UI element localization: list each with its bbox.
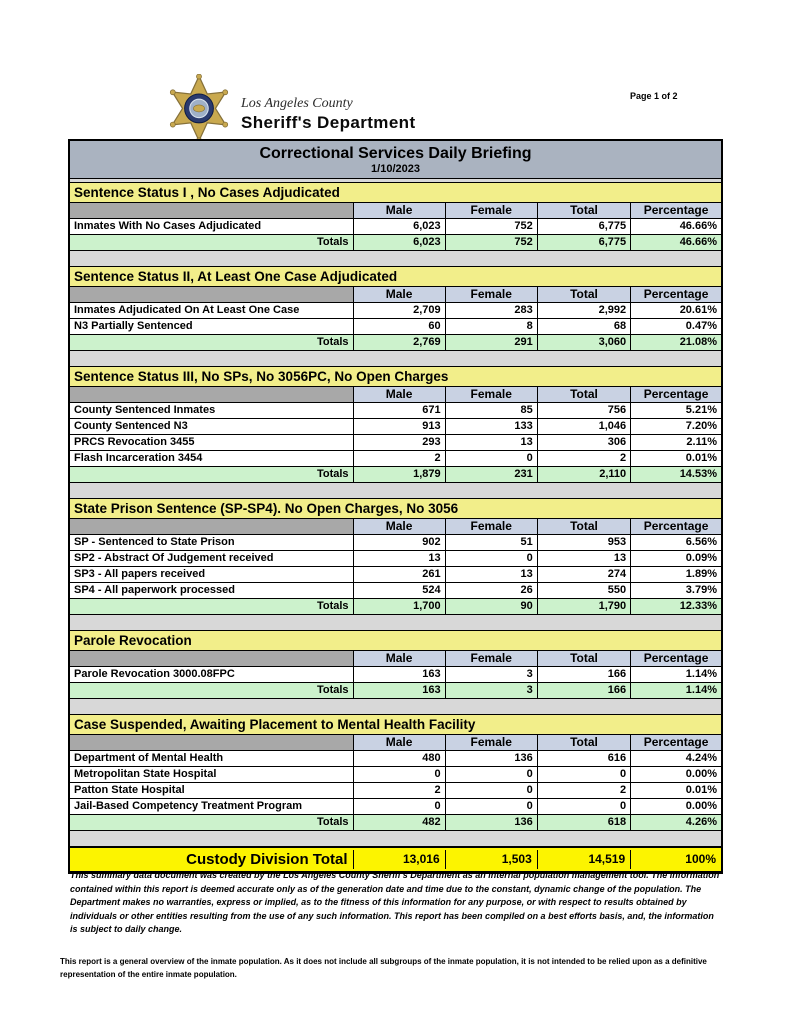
cell-percentage: 0.01% xyxy=(630,783,721,798)
grand-total-label: Custody Division Total xyxy=(70,848,353,871)
totals-row xyxy=(70,815,721,831)
column-header-female: Female xyxy=(445,519,537,534)
cell-male: 913 xyxy=(353,419,445,434)
row-label: PRCS Revocation 3455 xyxy=(74,436,195,448)
row-label: Metropolitan State Hospital xyxy=(74,768,217,780)
column-header-total: Total xyxy=(537,519,630,534)
totals-percentage: 46.66% xyxy=(630,235,721,250)
sheriff-star-badge-icon xyxy=(166,74,232,148)
table-row xyxy=(70,767,721,783)
cell-total: 2,992 xyxy=(537,303,630,318)
column-header-total: Total xyxy=(537,651,630,666)
cell-percentage: 1.89% xyxy=(630,567,721,582)
cell-female: 8 xyxy=(445,319,537,334)
column-header-total: Total xyxy=(537,287,630,302)
row-label: County Sentenced Inmates xyxy=(74,404,216,416)
totals-male: 1,879 xyxy=(353,467,445,482)
cell-male: 902 xyxy=(353,535,445,550)
cell-total: 756 xyxy=(537,403,630,418)
column-header-total: Total xyxy=(537,203,630,218)
column-header-spacer xyxy=(70,735,353,750)
totals-male: 163 xyxy=(353,683,445,698)
cell-percentage: 3.79% xyxy=(630,583,721,598)
report-date: 1/10/2023 xyxy=(371,163,420,175)
cell-female: 3 xyxy=(445,667,537,682)
totals-total: 1,790 xyxy=(537,599,630,614)
agency-name-block xyxy=(241,90,416,133)
totals-label: Totals xyxy=(70,599,353,614)
column-header-male: Male xyxy=(353,735,445,750)
cell-male: 0 xyxy=(353,799,445,814)
cell-total: 2 xyxy=(537,783,630,798)
cell-percentage: 4.24% xyxy=(630,751,721,766)
cell-total: 0 xyxy=(537,799,630,814)
table-row xyxy=(70,435,721,451)
cell-percentage: 46.66% xyxy=(630,219,721,234)
totals-percentage: 14.53% xyxy=(630,467,721,482)
table-row xyxy=(70,403,721,419)
column-header-male: Male xyxy=(353,519,445,534)
cell-female: 133 xyxy=(445,419,537,434)
column-header-row xyxy=(70,735,721,751)
cell-percentage: 0.09% xyxy=(630,551,721,566)
section-title: Case Suspended, Awaiting Placement to Mental Health Facility xyxy=(70,714,721,735)
totals-percentage: 21.08% xyxy=(630,335,721,350)
row-label: Parole Revocation 3000.08FPC xyxy=(74,668,235,680)
agency-county-label: Los Angeles County xyxy=(241,95,353,111)
cell-female: 752 xyxy=(445,219,537,234)
cell-male: 293 xyxy=(353,435,445,450)
totals-female: 752 xyxy=(445,235,537,250)
totals-total: 2,110 xyxy=(537,467,630,482)
cell-total: 68 xyxy=(537,319,630,334)
row-label: Patton State Hospital xyxy=(74,784,185,796)
totals-total: 3,060 xyxy=(537,335,630,350)
cell-total: 306 xyxy=(537,435,630,450)
section-gap xyxy=(70,831,721,846)
totals-male: 1,700 xyxy=(353,599,445,614)
table-row xyxy=(70,319,721,335)
column-header-female: Female xyxy=(445,735,537,750)
table-row xyxy=(70,451,721,467)
report-title-bar xyxy=(70,141,721,179)
cell-female: 0 xyxy=(445,783,537,798)
daily-briefing-report xyxy=(68,139,723,874)
column-header-spacer xyxy=(70,287,353,302)
cell-female: 0 xyxy=(445,799,537,814)
column-header-male: Male xyxy=(353,287,445,302)
section-case-suspended-mental-health xyxy=(70,714,721,831)
section-title: Sentence Status II, At Least One Case Adjudicated xyxy=(70,266,721,287)
row-label: SP2 - Abstract Of Judgement received xyxy=(74,552,274,564)
cell-male: 671 xyxy=(353,403,445,418)
totals-percentage: 12.33% xyxy=(630,599,721,614)
cell-percentage: 6.56% xyxy=(630,535,721,550)
table-row xyxy=(70,535,721,551)
column-header-row xyxy=(70,519,721,535)
totals-percentage: 4.26% xyxy=(630,815,721,830)
totals-female: 231 xyxy=(445,467,537,482)
cell-total: 2 xyxy=(537,451,630,466)
totals-male: 482 xyxy=(353,815,445,830)
grand-total-female: 1,503 xyxy=(445,850,537,869)
totals-female: 3 xyxy=(445,683,537,698)
column-header-female: Female xyxy=(445,651,537,666)
cell-female: 26 xyxy=(445,583,537,598)
cell-female: 136 xyxy=(445,751,537,766)
row-label: SP3 - All papers received xyxy=(74,568,206,580)
column-header-percentage: Percentage xyxy=(630,287,721,302)
cell-female: 0 xyxy=(445,451,537,466)
cell-male: 163 xyxy=(353,667,445,682)
totals-label: Totals xyxy=(70,335,353,350)
cell-percentage: 1.14% xyxy=(630,667,721,682)
cell-male: 2 xyxy=(353,451,445,466)
row-label: Inmates Adjudicated On At Least One Case xyxy=(74,304,300,316)
section-gap xyxy=(70,251,721,266)
cell-percentage: 20.61% xyxy=(630,303,721,318)
totals-row xyxy=(70,235,721,251)
cell-percentage: 0.00% xyxy=(630,767,721,782)
totals-male: 6,023 xyxy=(353,235,445,250)
cell-total: 1,046 xyxy=(537,419,630,434)
column-header-spacer xyxy=(70,651,353,666)
cell-male: 2 xyxy=(353,783,445,798)
column-header-male: Male xyxy=(353,651,445,666)
column-header-spacer xyxy=(70,519,353,534)
cell-total: 274 xyxy=(537,567,630,582)
agency-letterhead xyxy=(166,74,416,148)
table-row xyxy=(70,583,721,599)
column-header-female: Female xyxy=(445,203,537,218)
section-title: Parole Revocation xyxy=(70,630,721,651)
cell-female: 51 xyxy=(445,535,537,550)
table-row xyxy=(70,799,721,815)
cell-male: 524 xyxy=(353,583,445,598)
totals-label: Totals xyxy=(70,815,353,830)
column-header-percentage: Percentage xyxy=(630,203,721,218)
row-label: Flash Incarceration 3454 xyxy=(74,452,203,464)
page-number-label: Page 1 of 2 xyxy=(630,91,678,101)
row-label: SP4 - All paperwork processed xyxy=(74,584,235,596)
cell-total: 6,775 xyxy=(537,219,630,234)
cell-percentage: 0.00% xyxy=(630,799,721,814)
table-row xyxy=(70,667,721,683)
grand-total-percentage: 100% xyxy=(630,850,721,869)
cell-total: 166 xyxy=(537,667,630,682)
cell-female: 0 xyxy=(445,551,537,566)
cell-total: 953 xyxy=(537,535,630,550)
row-label: County Sentenced N3 xyxy=(74,420,188,432)
column-header-male: Male xyxy=(353,203,445,218)
table-row xyxy=(70,751,721,767)
table-row xyxy=(70,783,721,799)
column-header-percentage: Percentage xyxy=(630,735,721,750)
totals-female: 291 xyxy=(445,335,537,350)
table-row xyxy=(70,419,721,435)
cell-female: 85 xyxy=(445,403,537,418)
section-sentence-status-3 xyxy=(70,366,721,483)
row-label: Jail-Based Competency Treatment Program xyxy=(74,800,303,812)
totals-label: Totals xyxy=(70,683,353,698)
cell-total: 616 xyxy=(537,751,630,766)
row-label: SP - Sentenced to State Prison xyxy=(74,536,235,548)
cell-female: 13 xyxy=(445,567,537,582)
section-sentence-status-2 xyxy=(70,266,721,351)
column-header-total: Total xyxy=(537,735,630,750)
cell-male: 60 xyxy=(353,319,445,334)
cell-male: 261 xyxy=(353,567,445,582)
cell-male: 480 xyxy=(353,751,445,766)
totals-label: Totals xyxy=(70,235,353,250)
totals-total: 166 xyxy=(537,683,630,698)
cell-male: 13 xyxy=(353,551,445,566)
section-gap xyxy=(70,483,721,498)
cell-total: 0 xyxy=(537,767,630,782)
row-label: N3 Partially Sentenced xyxy=(74,320,193,332)
column-header-percentage: Percentage xyxy=(630,387,721,402)
totals-label: Totals xyxy=(70,467,353,482)
table-row xyxy=(70,219,721,235)
totals-total: 6,775 xyxy=(537,235,630,250)
column-header-female: Female xyxy=(445,287,537,302)
totals-row xyxy=(70,335,721,351)
column-header-percentage: Percentage xyxy=(630,651,721,666)
totals-row xyxy=(70,599,721,615)
cell-total: 550 xyxy=(537,583,630,598)
row-label: Inmates With No Cases Adjudicated xyxy=(74,220,262,232)
section-title: State Prison Sentence (SP-SP4). No Open Charges, No 3056 xyxy=(70,498,721,519)
column-header-male: Male xyxy=(353,387,445,402)
column-header-total: Total xyxy=(537,387,630,402)
section-title: Sentence Status III, No SPs, No 3056PC, No Open Charges xyxy=(70,366,721,387)
grand-total-total: 14,519 xyxy=(537,850,630,869)
totals-row xyxy=(70,683,721,699)
column-header-female: Female xyxy=(445,387,537,402)
disclaimer-paragraph-2: This report is a general overview of the inmate population. As it does not include all subgroups of the inmate population, it is not intended to be relied upon as a definitive representation of the entire inmate population. xyxy=(60,957,707,979)
column-header-row xyxy=(70,287,721,303)
section-parole-revocation xyxy=(70,630,721,699)
cell-male: 2,709 xyxy=(353,303,445,318)
cell-percentage: 5.21% xyxy=(630,403,721,418)
column-header-row xyxy=(70,387,721,403)
section-gap xyxy=(70,615,721,630)
cell-total: 13 xyxy=(537,551,630,566)
section-gap xyxy=(70,699,721,714)
cell-female: 0 xyxy=(445,767,537,782)
cell-male: 6,023 xyxy=(353,219,445,234)
cell-female: 283 xyxy=(445,303,537,318)
cell-female: 13 xyxy=(445,435,537,450)
section-title: Sentence Status I , No Cases Adjudicated xyxy=(70,182,721,203)
report-title: Correctional Services Daily Briefing xyxy=(259,145,532,162)
cell-percentage: 7.20% xyxy=(630,419,721,434)
section-sentence-status-1 xyxy=(70,182,721,251)
cell-percentage: 2.11% xyxy=(630,435,721,450)
column-header-spacer xyxy=(70,203,353,218)
totals-total: 618 xyxy=(537,815,630,830)
section-state-prison-sentence xyxy=(70,498,721,615)
totals-female: 90 xyxy=(445,599,537,614)
table-row xyxy=(70,303,721,319)
totals-row xyxy=(70,467,721,483)
totals-male: 2,769 xyxy=(353,335,445,350)
row-label: Department of Mental Health xyxy=(74,752,224,764)
section-gap xyxy=(70,351,721,366)
cell-percentage: 0.47% xyxy=(630,319,721,334)
column-header-row xyxy=(70,203,721,219)
column-header-percentage: Percentage xyxy=(630,519,721,534)
totals-female: 136 xyxy=(445,815,537,830)
grand-total-male: 13,016 xyxy=(353,850,445,869)
totals-percentage: 1.14% xyxy=(630,683,721,698)
cell-male: 0 xyxy=(353,767,445,782)
cell-percentage: 0.01% xyxy=(630,451,721,466)
agency-department-label: Sheriff's Department xyxy=(241,112,416,132)
column-header-row xyxy=(70,651,721,667)
disclaimer-paragraph-1: This summary data document was created by the Los Angeles County Sheriff's Department as an internal population management tool. The information contained within this report is deemed accurate only as of the generation date and time due to the constant, dynamic change of the population. The Department makes no warranties, express or implied, as to the fitness of this information for any purpose, or with respect to results obtained by individuals or other entities resulting from the use of any such information. This report has been compiled on a best efforts basis, and, the information is subject to daily change. xyxy=(70,870,720,934)
column-header-spacer xyxy=(70,387,353,402)
table-row xyxy=(70,567,721,583)
table-row xyxy=(70,551,721,567)
